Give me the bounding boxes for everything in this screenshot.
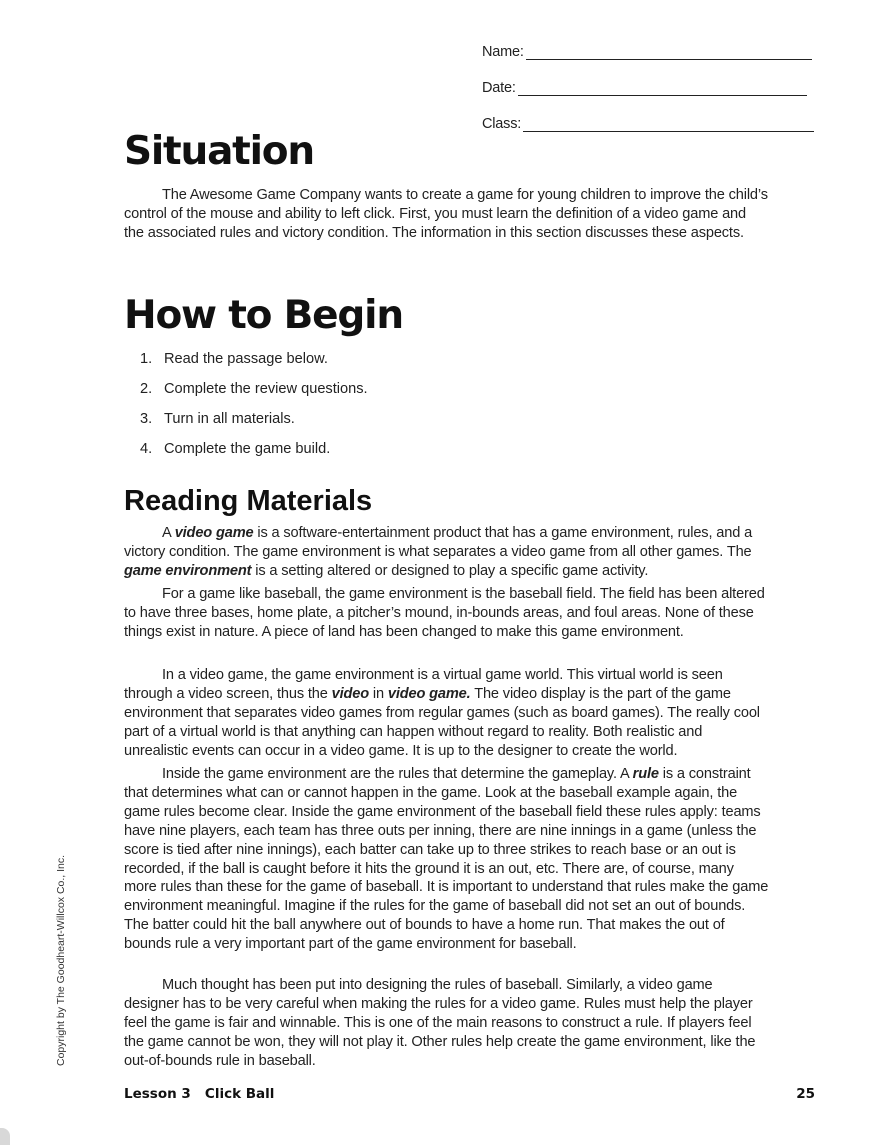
text-run: is a software-entertainment product that has a game environment, rules, and a victory condition. The game environment is what separates a video game from all other games. The (124, 525, 753, 560)
em-video-game: video game. (387, 685, 471, 702)
step-text: Complete the review questions. (164, 381, 368, 397)
step-number: 3. (140, 411, 153, 427)
term-game-environment: game environment (124, 562, 252, 579)
text-run: Inside the game environment are the rules that determine the gameplay. A (162, 766, 633, 782)
lesson-title: Click Ball (204, 1086, 275, 1102)
class-label: Class: (482, 116, 522, 132)
reading-materials-heading: Reading Materials (124, 485, 373, 517)
date-line (518, 81, 807, 96)
step-text: Turn in all materials. (164, 411, 295, 427)
text-run: in (368, 685, 388, 702)
reading-paragraph-5: Much thought has been put into designing the rules of baseball. Similarly, a video game designer has to be very careful when making the rules for a video game. Rules must help the player feel the game is fair and winnable. This is one of the main reasons to construct a rule. If players feel the game cannot be won, they will not play it. Other rules help create the game environment, like the out-of-bounds rule in baseball. (124, 977, 756, 1069)
step-text: Complete the game build. (164, 441, 331, 457)
step-number: 1. (140, 351, 153, 367)
situation-paragraph: The Awesome Game Company wants to create a game for young children to improve the child’s control of the mouse and ability to left click. First, you must learn the definition of a video game and the associated rules and victory condition. The information in this section discusses these aspects. (124, 187, 768, 241)
step-number: 2. (140, 381, 153, 397)
text-run: is a setting altered or designed to play a specific game activity. (251, 562, 649, 579)
term-video-game: video game (174, 525, 254, 541)
date-label: Date: (482, 80, 516, 96)
em-video: video (331, 685, 369, 702)
list-item (140, 441, 368, 471)
term-rule: rule (632, 766, 659, 782)
reading-paragraph-3 (124, 666, 769, 761)
footer-lesson (124, 1086, 274, 1102)
reading-paragraph-2: For a game like baseball, the game environment is the baseball field. The field has been altered to have three bases, home plate, a pitcher’s mound, in-bounds areas, and foul areas. None of these things exist in nature. A piece of land has been changed to make this game environment. (124, 586, 765, 640)
text-run: The video display is the part of the game environment that separates video games from regular games (such as board games). The really cool part of a virtual world is that anything can happen without regard to reality. Both realistic and unrealistic events can occur in a video game. It is up to the designer to create the world. (124, 685, 760, 759)
date-field (482, 80, 807, 96)
step-number: 4. (140, 441, 153, 457)
reading-paragraph-1 (124, 524, 769, 581)
text-run: is a constraint that determines what can or cannot happen in the game. Look at the baseball example again, the game rules become clear. Inside the game environment of the baseball field these rules apply: teams have nine players, each team has three outs per inning, there are nine innings in a game (unless the score is tied after nine innings), each batter can take up to three strikes to reach base or an out is recorded, if the ball is caught before it hits the ground it is an out, etc. There are, of course, many more rules than these for the game of baseball. It is important to understand that rules make the game environment meaningful. Imagine if the rules for the game of baseball did not set an out of bounds. The batter could hit the ball anywhere out of bounds to have a home run. That makes the out of bounds rule a very important part of the game environment for baseball. (124, 766, 769, 953)
name-field (482, 44, 812, 60)
step-text: Read the passage below. (164, 351, 328, 367)
list-item (140, 351, 368, 381)
text-run: A (162, 525, 175, 541)
copyright-notice: Copyright by The Goodheart-Willcox Co., Inc. (55, 854, 67, 1066)
reading-paragraph-4 (124, 765, 769, 954)
situation-heading: Situation (124, 129, 314, 174)
name-label: Name: (482, 44, 524, 60)
list-item (140, 411, 368, 441)
page-number: 25 (796, 1086, 815, 1102)
page-corner (0, 1128, 10, 1145)
how-to-begin-heading: How to Begin (124, 293, 403, 338)
list-item (140, 381, 368, 411)
name-line (526, 45, 812, 60)
text-run: In a video game, the game environment is a virtual game world. This virtual world is seen through a video screen, thus the (124, 667, 723, 702)
lesson-number: Lesson 3 (124, 1086, 191, 1102)
steps-list (140, 351, 368, 471)
class-field (482, 116, 814, 132)
class-line (523, 117, 814, 132)
